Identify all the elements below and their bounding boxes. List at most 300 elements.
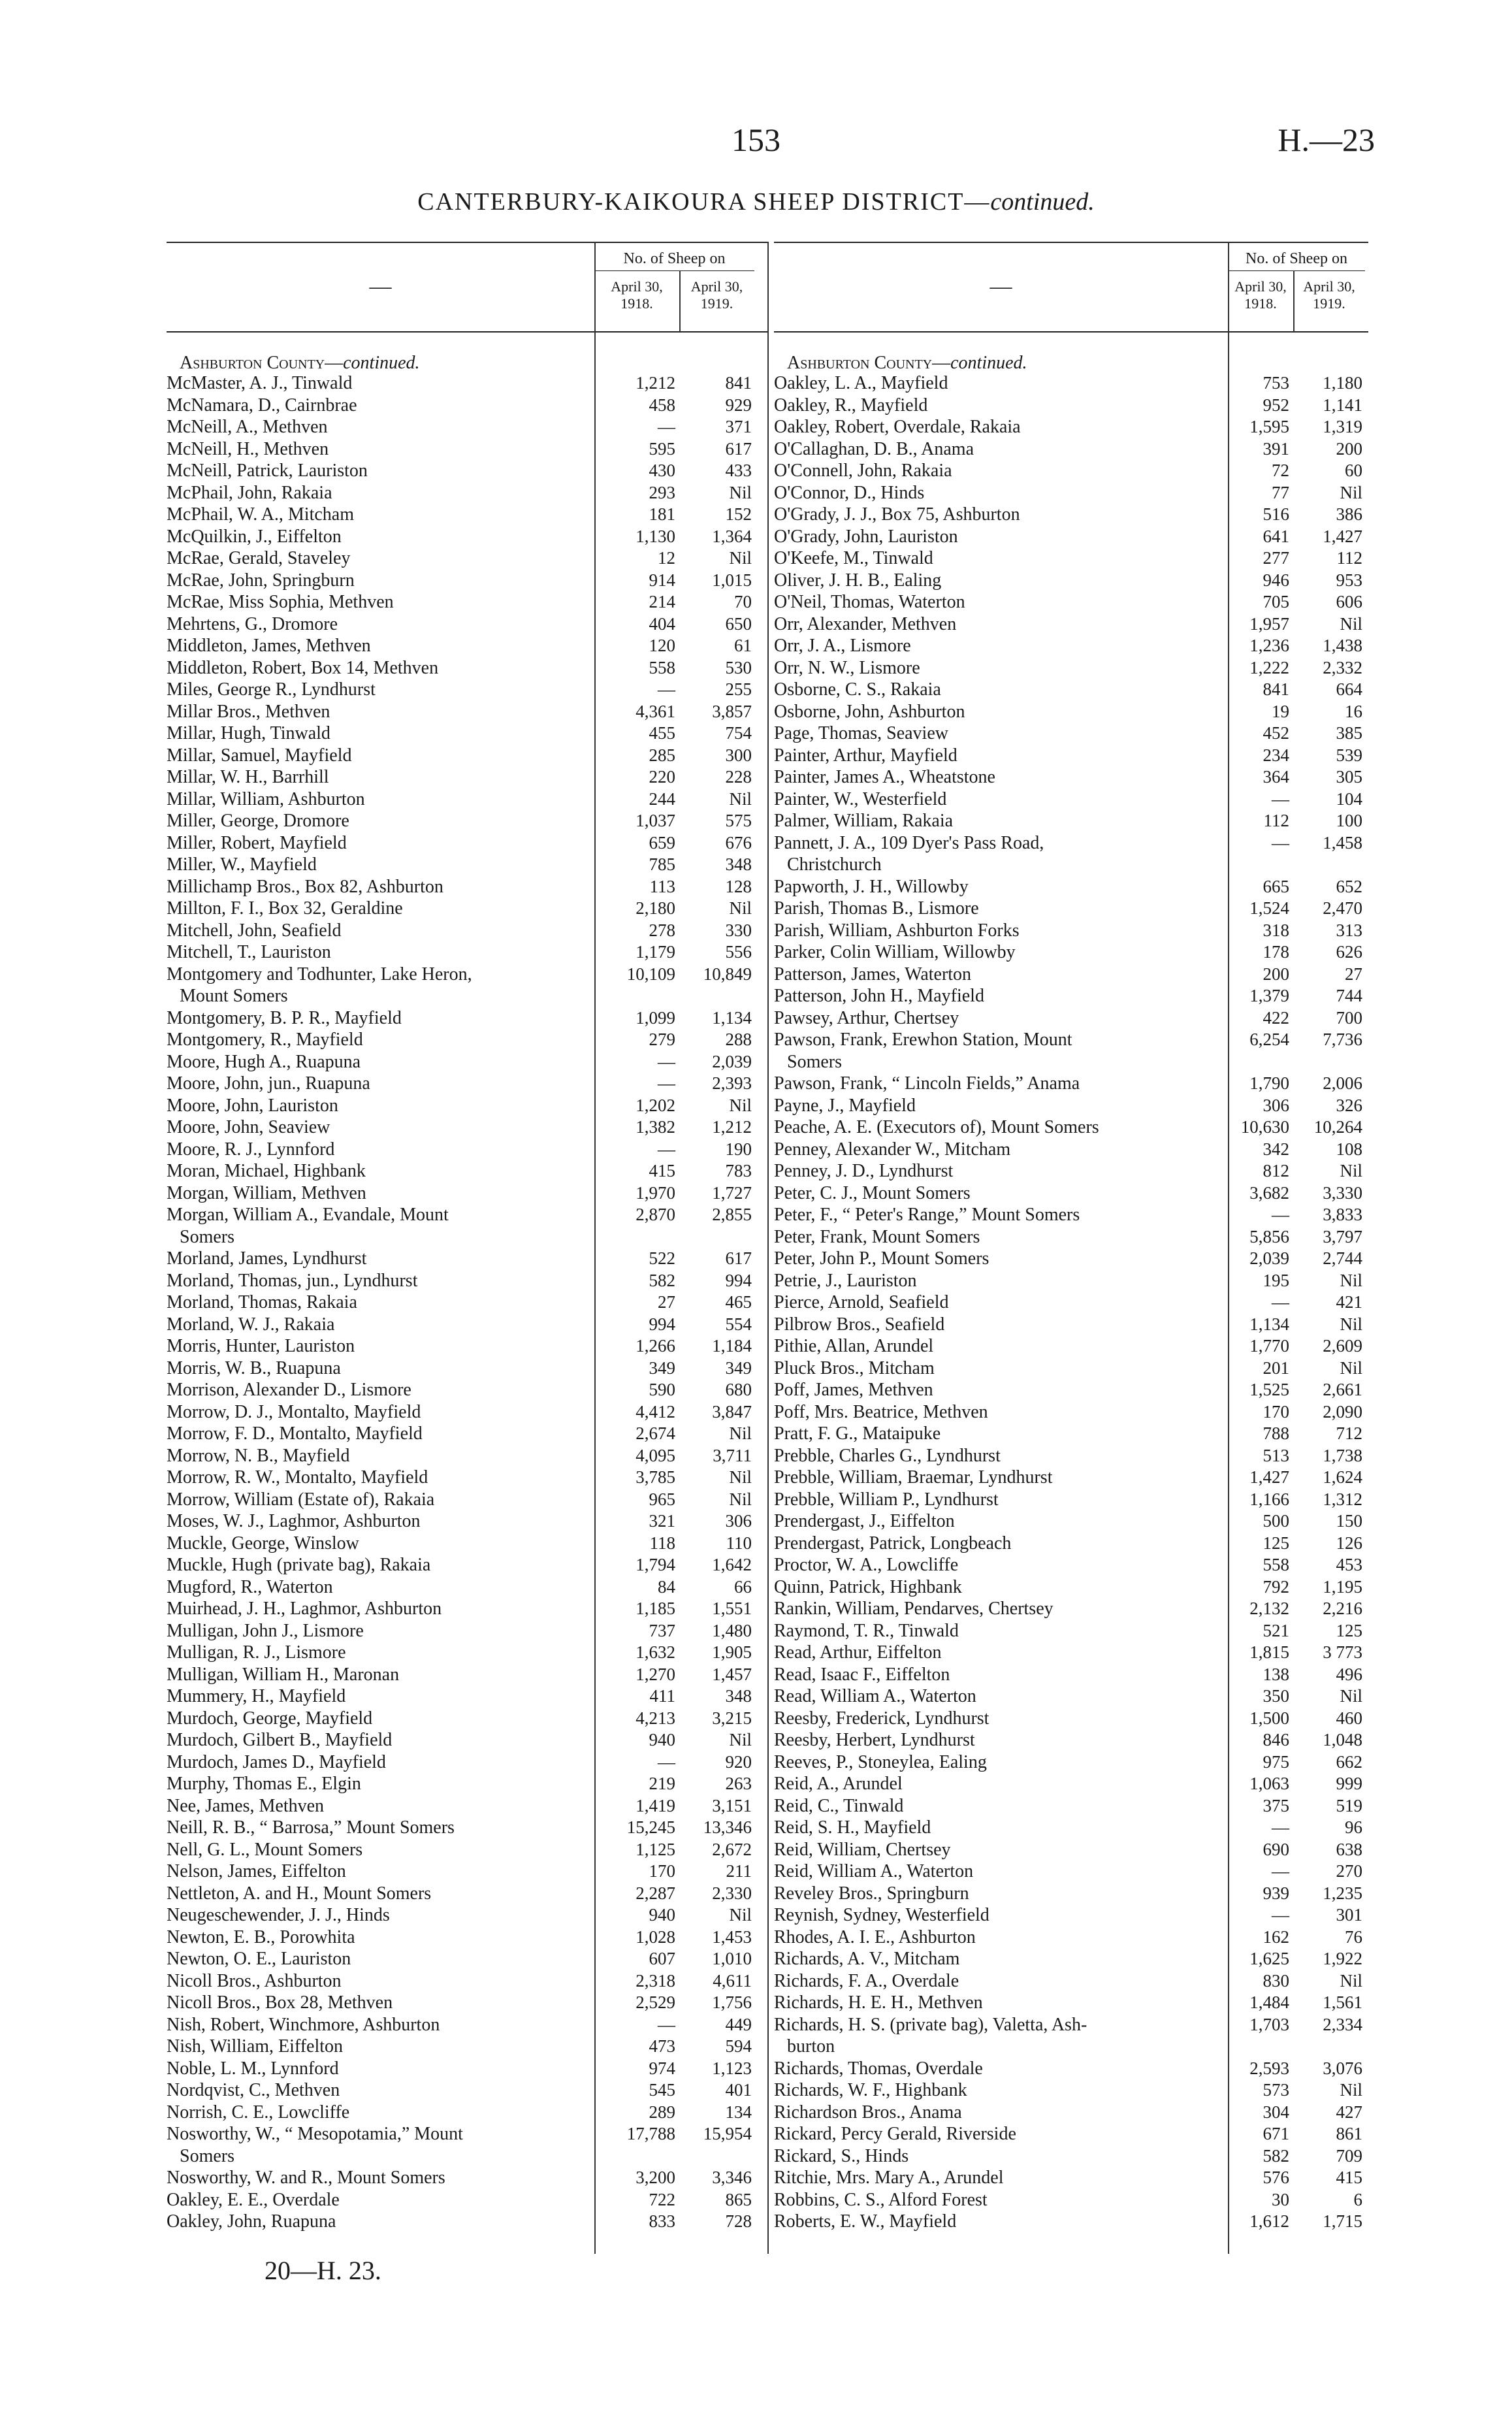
sheep-1918: 641 bbox=[1263, 526, 1289, 546]
owner-name: Pilbrow Bros., Seafield bbox=[774, 1314, 945, 1335]
sheep-1919: 1,015 bbox=[712, 570, 752, 590]
column-header-1919: April 30, 1919. bbox=[1303, 278, 1355, 312]
owner-name: Morrow, D. J., Montalto, Mayfield bbox=[167, 1401, 421, 1422]
sheep-1919: 1,561 bbox=[1323, 1992, 1362, 2012]
sheep-1919: 638 bbox=[1336, 1839, 1362, 1859]
table-row bbox=[167, 395, 767, 417]
owner-name: Morgan, William A., Evandale, Mount bbox=[167, 1205, 449, 1225]
sheep-1918: 558 bbox=[649, 657, 675, 677]
sheep-1918: 1,500 bbox=[1249, 1708, 1289, 1728]
sheep-1919: Nil bbox=[1340, 613, 1362, 634]
column-divider bbox=[679, 270, 681, 332]
owner-name: Parker, Colin William, Willowby bbox=[774, 942, 1016, 962]
sheep-1918: — bbox=[658, 1051, 675, 1071]
table-row bbox=[167, 526, 767, 548]
sheep-1919: 3,076 bbox=[1323, 2058, 1362, 2078]
owner-name: Osborne, C. S., Rakaia bbox=[774, 679, 941, 700]
sheep-1919: 1,212 bbox=[712, 1117, 752, 1137]
table-row bbox=[167, 1510, 767, 1533]
table-row bbox=[167, 1401, 767, 1423]
owner-name: Muirhead, J. H., Laghmor, Ashburton bbox=[167, 1599, 442, 1619]
table-row bbox=[774, 1160, 1368, 1182]
sheep-1918: 833 bbox=[649, 2211, 675, 2231]
table-row bbox=[167, 854, 767, 876]
owner-name: Mulligan, R. J., Lismore bbox=[167, 1642, 346, 1663]
header-rule-bottom bbox=[774, 331, 1368, 333]
table-row bbox=[167, 1116, 767, 1139]
sheep-1918: — bbox=[1272, 1905, 1289, 1925]
sheep-1919: 401 bbox=[725, 2080, 752, 2100]
sheep-1918: 349 bbox=[649, 1358, 675, 1378]
table-row bbox=[167, 482, 767, 504]
table-body bbox=[774, 372, 1368, 2233]
table-row bbox=[167, 1576, 767, 1599]
page-number: 153 bbox=[732, 122, 780, 158]
sheep-1918: 1,212 bbox=[635, 373, 675, 393]
owner-name: Newton, O. E., Lauriston bbox=[167, 1949, 351, 1969]
owner-name: Somers bbox=[787, 1051, 842, 1072]
owner-name: Morland, Thomas, jun., Lyndhurst bbox=[167, 1270, 418, 1291]
owner-name: Reid, S. H., Mayfield bbox=[774, 1817, 931, 1838]
sheep-1919: 3,711 bbox=[713, 1445, 752, 1465]
sheep-1919: 305 bbox=[1336, 767, 1362, 787]
sheep-1918: 30 bbox=[1272, 2189, 1289, 2209]
sheep-1918: — bbox=[1272, 1861, 1289, 1881]
sheep-1919: 575 bbox=[725, 811, 752, 830]
header-rule-bottom bbox=[167, 331, 767, 333]
owner-name: Reveley Bros., Springburn bbox=[774, 1883, 969, 1904]
table-row bbox=[167, 1927, 767, 1949]
sheep-1919: 126 bbox=[1336, 1533, 1362, 1553]
table-row bbox=[774, 2036, 1368, 2058]
sheep-1918: 2,318 bbox=[635, 1970, 675, 1991]
sheep-1918: 17,788 bbox=[626, 2124, 675, 2143]
sheep-1919: 953 bbox=[1336, 570, 1362, 590]
table-row bbox=[167, 766, 767, 789]
sheep-1918: 2,287 bbox=[635, 1883, 675, 1903]
owner-name: Nish, William, Eiffelton bbox=[167, 2036, 344, 2057]
owner-name: Millar, W. H., Barrhill bbox=[167, 767, 329, 787]
owner-name: Moran, Michael, Highbank bbox=[167, 1161, 366, 1181]
sheep-1919: 2,855 bbox=[712, 1205, 752, 1224]
sheep-1919: 100 bbox=[1336, 811, 1362, 830]
sheep-1918: — bbox=[658, 2014, 675, 2034]
owner-name: Moore, R. J., Lynnford bbox=[167, 1139, 335, 1160]
sheep-1919: 841 bbox=[725, 373, 752, 393]
sheep-1919: 108 bbox=[1336, 1139, 1362, 1159]
table-row bbox=[167, 941, 767, 964]
owner-name: Miller, W., Mayfield bbox=[167, 854, 317, 875]
sheep-1918: 422 bbox=[1263, 1007, 1289, 1028]
owner-name: Prebble, William, Braemar, Lyndhurst bbox=[774, 1467, 1053, 1488]
table-row bbox=[774, 1292, 1368, 1314]
sheep-1918: 939 bbox=[1263, 1883, 1289, 1903]
sheep-1918: 234 bbox=[1263, 745, 1289, 765]
table-row bbox=[167, 1314, 767, 1336]
sheep-1919: 255 bbox=[725, 679, 752, 699]
owner-name: Mehrtens, G., Dromore bbox=[167, 613, 338, 634]
sheep-1919: Nil bbox=[729, 789, 752, 809]
sheep-1919: 10,849 bbox=[703, 964, 752, 984]
owner-name: Newton, E. B., Porowhita bbox=[167, 1927, 355, 1947]
table-row bbox=[774, 1423, 1368, 1445]
table-row bbox=[167, 679, 767, 701]
sheep-1918: 576 bbox=[1263, 2168, 1289, 2187]
sheep-1919: 1,312 bbox=[1323, 1489, 1362, 1509]
table-row bbox=[774, 1116, 1368, 1139]
table-row bbox=[167, 985, 767, 1007]
column-divider bbox=[767, 242, 769, 2254]
table-row bbox=[774, 810, 1368, 832]
table-row bbox=[774, 1379, 1368, 1401]
sheep-1919: 330 bbox=[725, 920, 752, 940]
table-row bbox=[774, 547, 1368, 570]
owner-name: O'Neil, Thomas, Waterton bbox=[774, 592, 965, 612]
table-row bbox=[774, 1883, 1368, 1905]
sheep-1919: 1,480 bbox=[712, 1620, 752, 1640]
owner-name: Moore, John, Seaview bbox=[167, 1117, 330, 1137]
sheep-1919: 453 bbox=[1336, 1555, 1362, 1574]
owner-name: Morris, W. B., Ruapuna bbox=[167, 1358, 341, 1378]
table-row bbox=[774, 416, 1368, 438]
sheep-1918: 1,236 bbox=[1249, 636, 1289, 655]
sheep-1919: 861 bbox=[1336, 2124, 1362, 2143]
sheep-1919: 556 bbox=[725, 942, 752, 962]
owner-name: Oakley, L. A., Mayfield bbox=[774, 373, 948, 393]
owner-name: Morrow, R. W., Montalto, Mayfield bbox=[167, 1467, 428, 1488]
sheep-1919: Nil bbox=[1340, 1970, 1362, 1991]
table-row bbox=[774, 1139, 1368, 1161]
owner-name: Nish, Robert, Winchmore, Ashburton bbox=[167, 2014, 440, 2035]
sheep-1919: 66 bbox=[734, 1576, 752, 1597]
county-heading bbox=[787, 353, 1027, 374]
column-header-1918: April 30, 1918. bbox=[611, 278, 663, 312]
sheep-1919: 712 bbox=[1336, 1423, 1362, 1443]
sheep-1918: 19 bbox=[1272, 701, 1289, 721]
table-row bbox=[167, 1051, 767, 1073]
owner-name: Orr, Alexander, Methven bbox=[774, 613, 957, 634]
sheep-1919: 10,264 bbox=[1313, 1117, 1362, 1137]
owner-name: Reeves, P., Stoneylea, Ealing bbox=[774, 1751, 987, 1772]
sheep-1919: 2,470 bbox=[1323, 898, 1362, 918]
sheep-1919: 617 bbox=[725, 438, 752, 459]
owner-name: Morrow, William (Estate of), Rakaia bbox=[167, 1489, 435, 1510]
owner-name: Montgomery, R., Mayfield bbox=[167, 1030, 363, 1050]
owner-name: Mulligan, John J., Lismore bbox=[167, 1620, 364, 1641]
table-row bbox=[774, 876, 1368, 898]
owner-name: Neill, R. B., “ Barrosa,” Mount Somers bbox=[167, 1817, 455, 1838]
sheep-1919: 7,736 bbox=[1323, 1030, 1362, 1049]
owner-name: Murphy, Thomas E., Elgin bbox=[167, 1774, 361, 1794]
sheep-1918: 304 bbox=[1263, 2102, 1289, 2122]
sheep-1919: 754 bbox=[725, 723, 752, 743]
sheep-1919: Nil bbox=[1340, 1358, 1362, 1378]
table-row bbox=[774, 2058, 1368, 2080]
table-row bbox=[774, 1642, 1368, 1664]
sheep-1919: 1,624 bbox=[1323, 1467, 1362, 1487]
sheep-1918: 321 bbox=[649, 1511, 675, 1531]
table-row bbox=[774, 745, 1368, 767]
table-row bbox=[774, 1554, 1368, 1576]
owner-name: Montgomery and Todhunter, Lake Heron, bbox=[167, 964, 472, 984]
table-row bbox=[774, 1051, 1368, 1073]
sheep-1919: 2,672 bbox=[712, 1839, 752, 1859]
sheep-1918: 792 bbox=[1263, 1576, 1289, 1597]
table-row bbox=[774, 701, 1368, 723]
sheep-1918: 195 bbox=[1263, 1270, 1289, 1290]
owner-name: Morrow, F. D., Montalto, Mayfield bbox=[167, 1423, 423, 1444]
sheep-1919: 1,180 bbox=[1323, 373, 1362, 393]
sheep-1918: 3,682 bbox=[1249, 1182, 1289, 1203]
title-continued: continued. bbox=[990, 188, 1095, 216]
sheep-1919: Nil bbox=[729, 1489, 752, 1509]
sheep-1919: 700 bbox=[1336, 1007, 1362, 1028]
table-row bbox=[167, 1533, 767, 1555]
owner-name: Palmer, William, Rakaia bbox=[774, 811, 954, 831]
page-title bbox=[0, 187, 1512, 216]
table-row bbox=[167, 1270, 767, 1292]
sheep-1919: 2,744 bbox=[1323, 1248, 1362, 1268]
table-row bbox=[774, 1817, 1368, 1839]
sheep-1918: 521 bbox=[1263, 1620, 1289, 1640]
owner-name: burton bbox=[787, 2036, 835, 2057]
sheep-1918: 659 bbox=[649, 832, 675, 853]
sheep-1919: 96 bbox=[1345, 1817, 1362, 1837]
sheep-1918: 690 bbox=[1263, 1839, 1289, 1859]
sheep-1919: 15,954 bbox=[703, 2124, 752, 2143]
table-row bbox=[774, 1335, 1368, 1358]
sheep-1919: 13,346 bbox=[703, 1817, 752, 1837]
sheep-1919: 1,427 bbox=[1323, 526, 1362, 546]
sheep-1919: 664 bbox=[1336, 679, 1362, 699]
table-row bbox=[167, 1970, 767, 1992]
owner-name: Prendergast, J., Eiffelton bbox=[774, 1511, 955, 1531]
owner-name: Pierce, Arnold, Seafield bbox=[774, 1292, 949, 1312]
sheep-1919: Nil bbox=[729, 482, 752, 502]
sheep-1919: 415 bbox=[1336, 2168, 1362, 2187]
table-row bbox=[167, 1073, 767, 1095]
sheep-1919: 1,235 bbox=[1323, 1883, 1362, 1903]
sheep-1919: Nil bbox=[729, 898, 752, 918]
sheep-1918: — bbox=[658, 679, 675, 699]
table-row bbox=[774, 920, 1368, 942]
sheep-1919: Nil bbox=[1340, 1270, 1362, 1290]
sheep-1918: 846 bbox=[1263, 1730, 1289, 1749]
sheep-1919: 150 bbox=[1336, 1511, 1362, 1531]
table-row bbox=[167, 1598, 767, 1620]
table-row bbox=[774, 1751, 1368, 1774]
sheep-1919: 1,010 bbox=[712, 1949, 752, 1968]
sheep-1918: 10,630 bbox=[1240, 1117, 1289, 1137]
owner-name: Somers bbox=[180, 1226, 234, 1247]
owner-name: Pluck Bros., Mitcham bbox=[774, 1358, 935, 1378]
owner-name: Oliver, J. H. B., Ealing bbox=[774, 570, 942, 591]
sheep-1918: 4,412 bbox=[635, 1401, 675, 1422]
sheep-1919: 4,611 bbox=[713, 1970, 752, 1991]
table-row bbox=[774, 1861, 1368, 1883]
table-row bbox=[167, 1729, 767, 1751]
sheep-1919: 326 bbox=[1336, 1095, 1362, 1115]
sheep-1919: 2,330 bbox=[712, 1883, 752, 1903]
sheep-1919: 783 bbox=[725, 1161, 752, 1180]
sheep-1918: 1,815 bbox=[1249, 1642, 1289, 1662]
sheep-1919: 1,453 bbox=[712, 1927, 752, 1947]
sheep-1919: Nil bbox=[729, 1467, 752, 1487]
sheep-1918: 391 bbox=[1263, 438, 1289, 459]
sheep-1918: 3,785 bbox=[635, 1467, 675, 1487]
sheep-1918: 1,270 bbox=[635, 1664, 675, 1684]
table-row bbox=[167, 504, 767, 526]
owner-name: Nell, G. L., Mount Somers bbox=[167, 1839, 363, 1860]
owner-name: Read, Isaac F., Eiffelton bbox=[774, 1664, 950, 1685]
sheep-1918: 10,109 bbox=[626, 964, 675, 984]
table-row bbox=[167, 2079, 767, 2102]
table-row bbox=[167, 1489, 767, 1511]
sheep-1918: 1,379 bbox=[1249, 986, 1289, 1005]
owner-name: Pratt, F. G., Mataipuke bbox=[774, 1423, 941, 1444]
sheep-1918: 113 bbox=[649, 876, 675, 896]
table-row bbox=[167, 1379, 767, 1401]
sheep-1918: 607 bbox=[649, 1949, 675, 1968]
sheep-1919: 301 bbox=[1336, 1905, 1362, 1925]
owner-name: Rickard, S., Hinds bbox=[774, 2145, 909, 2166]
owner-name: Millar, Hugh, Tinwald bbox=[167, 723, 330, 743]
table-row bbox=[774, 2145, 1368, 2168]
table-row bbox=[167, 1664, 767, 1686]
sheep-1918: 1,703 bbox=[1249, 2014, 1289, 2034]
table-row bbox=[774, 723, 1368, 745]
table-row bbox=[167, 635, 767, 657]
owner-name: Painter, James A., Wheatstone bbox=[774, 767, 995, 787]
sheep-1919: 2,006 bbox=[1323, 1073, 1362, 1093]
sheep-1918: 785 bbox=[649, 854, 675, 874]
sheep-1918: 170 bbox=[649, 1861, 675, 1881]
owner-name: Reid, A., Arundel bbox=[774, 1774, 903, 1794]
sheep-1918: 4,361 bbox=[635, 701, 675, 721]
table-row bbox=[167, 570, 767, 592]
sheep-1919: 496 bbox=[1336, 1664, 1362, 1684]
sheep-1918: 545 bbox=[649, 2080, 675, 2100]
sheep-1918: 277 bbox=[1263, 548, 1289, 568]
owner-name: Ritchie, Mrs. Mary A., Arundel bbox=[774, 2168, 1004, 2188]
table-row bbox=[167, 1423, 767, 1445]
sheep-1918: 138 bbox=[1263, 1664, 1289, 1684]
sheep-1918: 1,222 bbox=[1249, 657, 1289, 677]
table-row bbox=[774, 1664, 1368, 1686]
owner-name: McRae, John, Springburn bbox=[167, 570, 355, 591]
owner-name: McMaster, A. J., Tinwald bbox=[167, 373, 353, 393]
sheep-1919: 2,334 bbox=[1323, 2014, 1362, 2034]
owner-name: Murdoch, George, Mayfield bbox=[167, 1708, 373, 1729]
sheep-1918: 940 bbox=[649, 1905, 675, 1925]
sheep-1918: 841 bbox=[1263, 679, 1289, 699]
table-row bbox=[167, 2211, 767, 2233]
owner-name: Neugeschewender, J. J., Hinds bbox=[167, 1905, 390, 1925]
table-row bbox=[167, 1861, 767, 1883]
table-row bbox=[774, 1620, 1368, 1642]
table-row bbox=[167, 1795, 767, 1817]
owner-name: Penney, Alexander W., Mitcham bbox=[774, 1139, 1011, 1160]
sheep-1918: 289 bbox=[649, 2102, 675, 2122]
table-row bbox=[774, 1314, 1368, 1336]
owner-name: Read, William A., Waterton bbox=[774, 1686, 976, 1706]
sheep-1918: 582 bbox=[1263, 2145, 1289, 2166]
owner-name: Page, Thomas, Seaview bbox=[774, 723, 948, 743]
sheep-1918: 1,099 bbox=[635, 1007, 675, 1028]
sheep-1919: 60 bbox=[1345, 461, 1362, 480]
table-row bbox=[774, 1795, 1368, 1817]
sheep-1918: 1,130 bbox=[635, 526, 675, 546]
sheep-1918: 220 bbox=[649, 767, 675, 787]
column-header-1919: April 30, 1919. bbox=[690, 278, 743, 312]
owner-name: Morris, Hunter, Lauriston bbox=[167, 1336, 355, 1356]
owner-name: Prebble, William P., Lyndhurst bbox=[774, 1489, 999, 1510]
owner-name: Reid, C., Tinwald bbox=[774, 1795, 904, 1816]
owner-name: McPhail, W. A., Mitcham bbox=[167, 504, 354, 525]
owner-name: Norrish, C. E., Lowcliffe bbox=[167, 2102, 350, 2122]
owner-name: Reesby, Herbert, Lyndhurst bbox=[774, 1730, 975, 1750]
table-row bbox=[774, 679, 1368, 701]
owner-name: Muckle, Hugh (private bag), Rakaia bbox=[167, 1555, 431, 1575]
sheep-1919: Nil bbox=[729, 1423, 752, 1443]
owner-name: Morland, Thomas, Rakaia bbox=[167, 1292, 357, 1312]
table-row bbox=[774, 1708, 1368, 1730]
table-row bbox=[774, 964, 1368, 986]
sheep-1919: 650 bbox=[725, 613, 752, 634]
sheep-1918: 4,095 bbox=[635, 1445, 675, 1465]
table-row bbox=[167, 1904, 767, 1927]
table-row bbox=[774, 854, 1368, 876]
owner-name: Moore, Hugh A., Ruapuna bbox=[167, 1051, 361, 1072]
table-row bbox=[774, 1948, 1368, 1970]
sheep-1919: 306 bbox=[725, 1511, 752, 1531]
sheep-1919: 920 bbox=[725, 1751, 752, 1772]
sheep-1918: 1,063 bbox=[1249, 1774, 1289, 1793]
sheep-1918: 285 bbox=[649, 745, 675, 765]
sheep-1919: 125 bbox=[1336, 1620, 1362, 1640]
owner-name: Morrow, N. B., Mayfield bbox=[167, 1445, 350, 1466]
sheep-1919: 228 bbox=[725, 767, 752, 787]
table-row bbox=[167, 657, 767, 679]
sheep-1918: 1,179 bbox=[635, 942, 675, 962]
owner-name: Morrison, Alexander D., Lismore bbox=[167, 1380, 411, 1400]
sheep-1919: 104 bbox=[1336, 789, 1362, 809]
sheep-1918: 364 bbox=[1263, 767, 1289, 787]
owner-name: McRae, Gerald, Staveley bbox=[167, 548, 351, 568]
owner-name: Richards, F. A., Overdale bbox=[774, 1970, 959, 1991]
sheep-1918: — bbox=[658, 1073, 675, 1093]
owner-name: Murdoch, Gilbert B., Mayfield bbox=[167, 1730, 393, 1750]
owner-name: McQuilkin, J., Eiffelton bbox=[167, 526, 342, 547]
owner-name: Parish, Thomas B., Lismore bbox=[774, 898, 979, 919]
sheep-1919: 2,216 bbox=[1323, 1599, 1362, 1618]
owner-name: Millar Bros., Methven bbox=[167, 701, 330, 722]
sheep-1918: 170 bbox=[1263, 1401, 1289, 1422]
sheep-1918: 120 bbox=[649, 636, 675, 655]
table-row bbox=[167, 2014, 767, 2036]
owner-name: Pawson, Frank, “ Lincoln Fields,” Anama bbox=[774, 1073, 1080, 1094]
owner-name: Rankin, William, Pendarves, Chertsey bbox=[774, 1599, 1054, 1619]
table-row bbox=[774, 613, 1368, 636]
table-row bbox=[774, 1533, 1368, 1555]
sheep-1918: 812 bbox=[1263, 1161, 1289, 1180]
table-row bbox=[167, 1751, 767, 1774]
owner-name: Payne, J., Mayfield bbox=[774, 1095, 916, 1116]
sheep-1919: 865 bbox=[725, 2189, 752, 2209]
sheep-1918: 1,794 bbox=[635, 1555, 675, 1574]
sheep-1918: 219 bbox=[649, 1774, 675, 1793]
table-row bbox=[167, 745, 767, 767]
